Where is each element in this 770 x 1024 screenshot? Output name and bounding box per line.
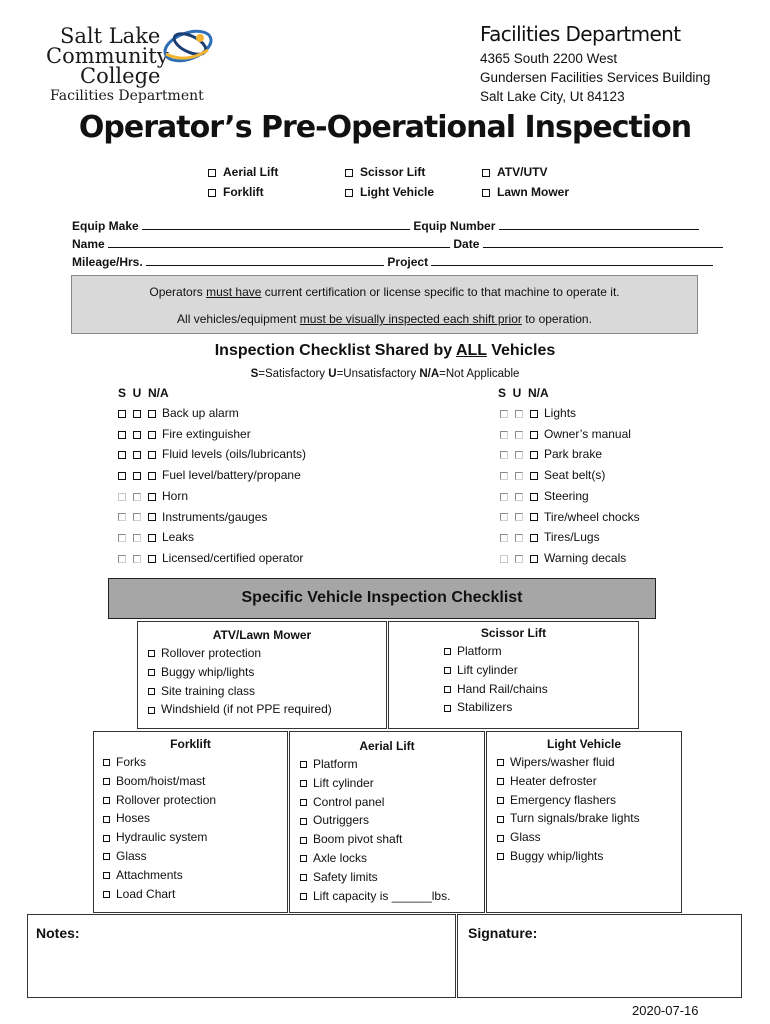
checkbox[interactable] xyxy=(497,797,504,804)
vehicle-type-label: Aerial Lift xyxy=(223,165,279,179)
u-checkbox[interactable] xyxy=(133,451,141,459)
vehicle-type-label: Scissor Lift xyxy=(360,165,426,179)
equip-number-field[interactable] xyxy=(499,219,699,230)
operator-notice xyxy=(71,275,698,334)
date-label: Date xyxy=(453,237,480,251)
list-item[interactable]: Hydraulic system xyxy=(103,828,287,847)
s-checkbox[interactable] xyxy=(500,513,508,521)
atv-lawn-mower-box xyxy=(137,621,387,729)
na-checkbox[interactable] xyxy=(148,410,156,418)
list-item[interactable]: Safety limits xyxy=(300,868,484,887)
logo-line-3: College xyxy=(80,64,161,88)
name-field[interactable] xyxy=(108,237,450,248)
checkbox[interactable] xyxy=(300,761,307,768)
logo-line-1: Salt Lake xyxy=(60,24,161,48)
s-checkbox[interactable] xyxy=(118,493,126,501)
u-checkbox[interactable] xyxy=(133,410,141,418)
address-line-2: Gundersen Facilities Services Building xyxy=(480,70,711,85)
na-checkbox[interactable] xyxy=(148,472,156,480)
checkbox[interactable] xyxy=(148,688,155,695)
list-item[interactable]: Lift capacity is ______lbs. xyxy=(300,887,484,906)
vehicle-type-atv-utv[interactable] xyxy=(482,162,547,183)
list-item: Steering xyxy=(500,486,640,507)
list-item[interactable]: Control panel xyxy=(300,793,484,812)
na-checkbox[interactable] xyxy=(148,513,156,521)
checkbox[interactable] xyxy=(208,189,216,197)
list-item[interactable]: Stabilizers xyxy=(444,698,638,717)
s-checkbox[interactable] xyxy=(118,534,126,542)
address-line-3: Salt Lake City, Ut 84123 xyxy=(480,89,625,104)
checkbox[interactable] xyxy=(103,759,110,766)
na-checkbox[interactable] xyxy=(530,534,538,542)
list-item[interactable]: Platform xyxy=(300,755,484,774)
notes-box[interactable] xyxy=(27,914,456,998)
signature-label: Signature: xyxy=(468,925,538,941)
u-checkbox[interactable] xyxy=(515,534,523,542)
na-checkbox[interactable] xyxy=(530,472,538,480)
checkbox[interactable] xyxy=(497,835,504,842)
list-item[interactable]: Rollover protection xyxy=(103,791,287,810)
s-checkbox[interactable] xyxy=(118,472,126,480)
checkbox[interactable] xyxy=(148,707,155,714)
list-item[interactable]: Load Chart xyxy=(103,885,287,904)
list-item: Fluid levels (oils/lubricants) xyxy=(118,444,306,465)
list-item[interactable]: Heater defroster xyxy=(497,772,681,791)
vehicle-type-label: ATV/UTV xyxy=(497,165,548,179)
list-item[interactable]: Lift cylinder xyxy=(300,774,484,793)
na-checkbox[interactable] xyxy=(148,431,156,439)
equip-make-label: Equip Make xyxy=(72,219,139,233)
form-title: Operator’s Pre-Operational Inspection xyxy=(78,110,692,145)
u-checkbox[interactable] xyxy=(133,513,141,521)
list-item[interactable]: Buggy whip/lights xyxy=(148,663,386,682)
vehicle-type-scissor-lift[interactable] xyxy=(345,162,425,183)
list-item: Licensed/certified operator xyxy=(118,548,306,569)
checkbox[interactable] xyxy=(208,169,216,177)
specific-checklist-banner xyxy=(108,578,656,619)
s-checkbox[interactable] xyxy=(118,555,126,563)
box-title: Forklift xyxy=(170,737,211,751)
notes-label: Notes: xyxy=(36,925,80,941)
checkbox[interactable] xyxy=(103,891,110,898)
list-item: Leaks xyxy=(118,527,306,548)
s-checkbox[interactable] xyxy=(500,493,508,501)
u-checkbox[interactable] xyxy=(133,493,141,501)
specific-checklist-title: Specific Vehicle Inspection Checklist xyxy=(241,589,523,606)
list-item[interactable]: Outriggers xyxy=(300,811,484,830)
na-checkbox[interactable] xyxy=(148,451,156,459)
na-checkbox[interactable] xyxy=(148,493,156,501)
checkbox[interactable] xyxy=(103,778,110,785)
list-item: Park brake xyxy=(500,444,640,465)
revision-date: 2020-07-16 xyxy=(632,1003,699,1018)
na-checkbox[interactable] xyxy=(530,431,538,439)
checkbox[interactable] xyxy=(103,835,110,842)
list-item[interactable]: Boom pivot shaft xyxy=(300,830,484,849)
list-item[interactable]: Turn signals/brake lights xyxy=(497,809,681,828)
na-checkbox[interactable] xyxy=(530,410,538,418)
checkbox[interactable] xyxy=(148,669,155,676)
list-item: Horn xyxy=(118,486,306,507)
notice-line-2: All vehicles/equipment must be visually inspected each shift prior to operation. xyxy=(177,312,592,326)
right-checklist xyxy=(500,403,640,569)
mileage-field[interactable] xyxy=(146,255,384,266)
s-checkbox[interactable] xyxy=(500,472,508,480)
checkbox[interactable] xyxy=(497,759,504,766)
checkbox[interactable] xyxy=(444,705,451,712)
mileage-label: Mileage/Hrs. xyxy=(72,255,143,269)
project-field[interactable] xyxy=(431,255,713,266)
na-checkbox[interactable] xyxy=(148,555,156,563)
left-checklist xyxy=(118,403,306,569)
list-item[interactable]: Hoses xyxy=(103,809,287,828)
equip-number-label: Equip Number xyxy=(413,219,496,233)
s-checkbox[interactable] xyxy=(500,555,508,563)
u-checkbox[interactable] xyxy=(515,513,523,521)
address-line-1: 4365 South 2200 West xyxy=(480,51,618,66)
vehicle-type-label: Lawn Mower xyxy=(497,185,570,199)
list-item[interactable]: Buggy whip/lights xyxy=(497,847,681,866)
s-checkbox[interactable] xyxy=(118,431,126,439)
list-item[interactable]: Wipers/washer fluid xyxy=(497,753,681,772)
vehicle-type-lawn-mower[interactable] xyxy=(482,182,569,203)
box-title: Light Vehicle xyxy=(546,737,621,751)
logo-swirl-icon xyxy=(158,24,216,68)
s-checkbox[interactable] xyxy=(118,451,126,459)
list-item[interactable]: Platform xyxy=(444,642,638,661)
light-vehicle-box xyxy=(486,731,682,913)
left-column-header: S U N/A xyxy=(118,386,169,400)
u-checkbox[interactable] xyxy=(515,431,523,439)
shared-checklist-title: Inspection Checklist Shared by ALL Vehicles xyxy=(214,342,556,359)
checkbox[interactable] xyxy=(444,667,451,674)
s-checkbox[interactable] xyxy=(500,410,508,418)
list-item: Back up alarm xyxy=(118,403,306,424)
right-column-header: S U N/A xyxy=(498,386,549,400)
u-checkbox[interactable] xyxy=(133,472,141,480)
signature-box[interactable] xyxy=(457,914,742,998)
checkbox[interactable] xyxy=(103,872,110,879)
list-item[interactable]: Emergency flashers xyxy=(497,791,681,810)
department-title: Facilities Department xyxy=(480,22,681,46)
list-item[interactable]: Axle locks xyxy=(300,849,484,868)
vehicle-type-forklift[interactable] xyxy=(208,182,264,203)
list-item[interactable]: Windshield (if not PPE required) xyxy=(148,700,386,719)
vehicle-type-label: Light Vehicle xyxy=(360,185,435,199)
checkbox[interactable] xyxy=(103,816,110,823)
checkbox[interactable] xyxy=(103,797,110,804)
na-checkbox[interactable] xyxy=(530,555,538,563)
na-checkbox[interactable] xyxy=(530,513,538,521)
list-item[interactable]: Forks xyxy=(103,753,287,772)
name-label: Name xyxy=(72,237,105,251)
forklift-box xyxy=(93,731,288,913)
date-field[interactable] xyxy=(483,237,723,248)
list-item[interactable]: Glass xyxy=(497,828,681,847)
list-item[interactable]: Hand Rail/chains xyxy=(444,680,638,699)
s-checkbox[interactable] xyxy=(500,451,508,459)
na-checkbox[interactable] xyxy=(148,534,156,542)
checkbox[interactable] xyxy=(497,816,504,823)
s-checkbox[interactable] xyxy=(500,534,508,542)
s-checkbox[interactable] xyxy=(118,513,126,521)
list-item: Fuel level/battery/propane xyxy=(118,465,306,486)
vehicle-type-light-vehicle[interactable] xyxy=(345,182,434,203)
checkbox[interactable] xyxy=(444,648,451,655)
list-item: Tire/wheel chocks xyxy=(500,507,640,528)
list-item: Seat belt(s) xyxy=(500,465,640,486)
checkbox[interactable] xyxy=(300,837,307,844)
list-item[interactable]: Rollover protection xyxy=(148,644,386,663)
logo-line-2: Community xyxy=(46,44,169,68)
checkbox[interactable] xyxy=(497,778,504,785)
project-label: Project xyxy=(387,255,429,269)
list-item: Warning decals xyxy=(500,548,640,569)
u-checkbox[interactable] xyxy=(515,472,523,480)
college-logo xyxy=(44,22,224,108)
checkbox[interactable] xyxy=(345,169,353,177)
list-item: Lights xyxy=(500,403,640,424)
list-item[interactable]: Glass xyxy=(103,847,287,866)
checkbox[interactable] xyxy=(444,686,451,693)
list-item[interactable]: Boom/hoist/mast xyxy=(103,772,287,791)
checkbox[interactable] xyxy=(300,780,307,787)
list-item[interactable]: Site training class xyxy=(148,682,386,701)
scissor-lift-box xyxy=(388,621,639,729)
box-title: ATV/Lawn Mower xyxy=(212,628,312,642)
checkbox[interactable] xyxy=(300,874,307,881)
u-checkbox[interactable] xyxy=(133,534,141,542)
list-item: Tires/Lugs xyxy=(500,527,640,548)
na-checkbox[interactable] xyxy=(530,451,538,459)
u-checkbox[interactable] xyxy=(515,493,523,501)
checklist-legend: S=Satisfactory U=Unsatisfactory N/A=Not Applicable xyxy=(250,368,520,380)
equip-make-field[interactable] xyxy=(142,219,410,230)
na-checkbox[interactable] xyxy=(530,493,538,501)
list-item: Fire extinguisher xyxy=(118,424,306,445)
checkbox[interactable] xyxy=(300,893,307,900)
checkbox[interactable] xyxy=(300,799,307,806)
checkbox[interactable] xyxy=(482,169,490,177)
box-title: Scissor Lift xyxy=(480,626,547,640)
u-checkbox[interactable] xyxy=(515,555,523,563)
checkbox[interactable] xyxy=(497,853,504,860)
checkbox[interactable] xyxy=(148,650,155,657)
s-checkbox[interactable] xyxy=(118,410,126,418)
checkbox[interactable] xyxy=(300,855,307,862)
u-checkbox[interactable] xyxy=(133,555,141,563)
list-item[interactable]: Attachments xyxy=(103,866,287,885)
vehicle-type-aerial-lift[interactable] xyxy=(208,162,278,183)
checkbox[interactable] xyxy=(345,189,353,197)
u-checkbox[interactable] xyxy=(133,431,141,439)
list-item: Owner’s manual xyxy=(500,424,640,445)
notice-line-1: Operators must have current certification or license specific to that machine to operate it. xyxy=(149,285,620,299)
u-checkbox[interactable] xyxy=(515,451,523,459)
box-title: Aerial Lift xyxy=(359,739,415,753)
u-checkbox[interactable] xyxy=(515,410,523,418)
logo-line-4: Facilities Department xyxy=(50,88,204,104)
checkbox[interactable] xyxy=(103,853,110,860)
vehicle-type-label: Forklift xyxy=(223,185,264,199)
checkbox[interactable] xyxy=(300,818,307,825)
s-checkbox[interactable] xyxy=(500,431,508,439)
aerial-lift-box xyxy=(289,731,485,913)
list-item[interactable]: Lift cylinder xyxy=(444,661,638,680)
checkbox[interactable] xyxy=(482,189,490,197)
list-item: Instruments/gauges xyxy=(118,507,306,528)
